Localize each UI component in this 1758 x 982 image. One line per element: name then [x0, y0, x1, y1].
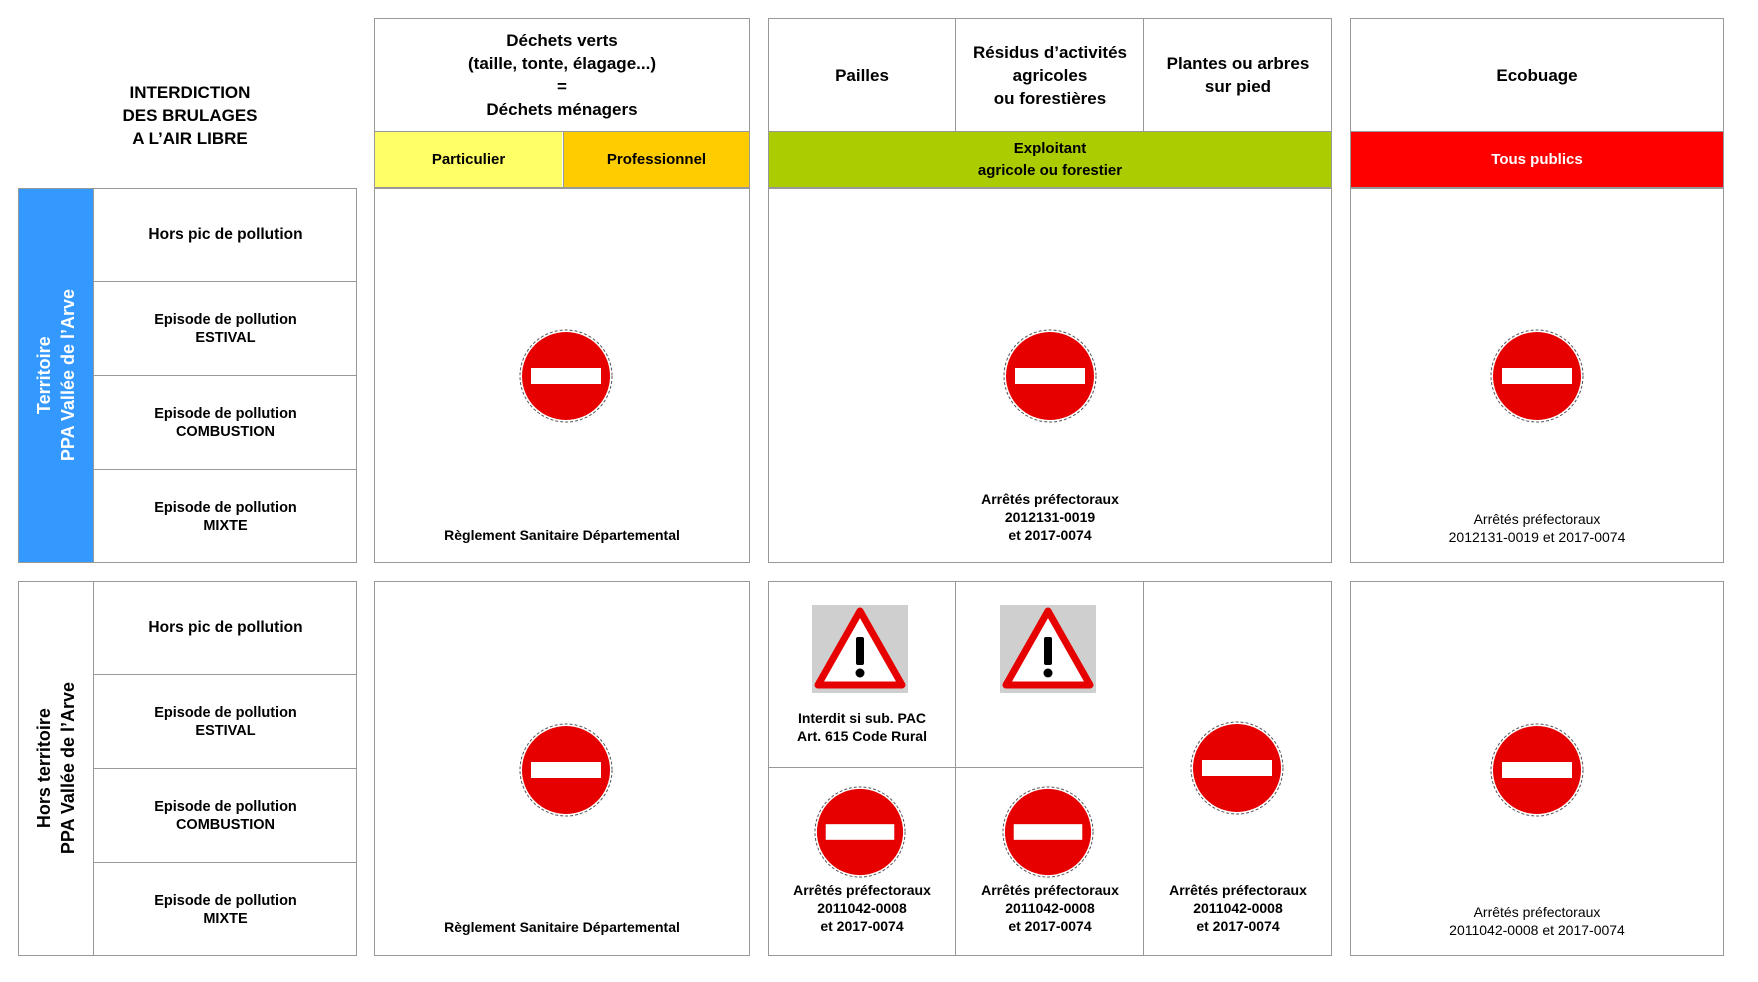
note-ap-hors-ecobuage: Arrêtés préfectoraux 2011042-0008 et 2017-0074	[1449, 904, 1625, 938]
note-rsd-hors: Règlement Sanitaire Départemental	[444, 919, 680, 935]
note-ap-hors-residus: Arrêtés préfectoraux 2011042-0008 et 2017-0074	[981, 882, 1119, 934]
row-hors-pic: Hors pic de pollution	[148, 618, 303, 636]
note-pac: Interdit si sub. PAC Art. 615 Code Rural	[797, 710, 927, 744]
note-ap-hors-pailles: Arrêtés préfectoraux 2011042-0008 et 2017-0074	[793, 882, 931, 934]
warning-triangle-icon	[812, 605, 908, 693]
row-combustion: Episode de pollution COMBUSTION	[154, 798, 297, 833]
row-hors-pic: Hors pic de pollution	[148, 225, 303, 243]
page-title: INTERDICTION DES BRULAGES A L’AIR LIBRE	[122, 82, 258, 148]
no-entry-sign-icon	[1489, 328, 1585, 424]
col-ecobuage: Ecobuage	[1496, 65, 1578, 85]
no-entry-sign-icon	[1002, 328, 1098, 424]
col-residus: Résidus d’activités agricoles ou forestières	[972, 42, 1127, 108]
no-entry-sign-icon	[813, 785, 907, 879]
note-rsd-ppa: Règlement Sanitaire Départemental	[444, 527, 680, 543]
row-estival: Episode de pollution ESTIVAL	[154, 311, 297, 346]
warning-triangle-icon	[1000, 605, 1096, 693]
territory-ppa: Territoire PPA Vallée de l’Arve	[19, 189, 93, 562]
public-tous: Tous publics	[1351, 132, 1723, 187]
no-entry-sign-icon	[1189, 720, 1285, 816]
no-entry-sign-icon	[518, 722, 614, 818]
public-particulier: Particulier	[375, 132, 562, 187]
row-estival: Episode de pollution ESTIVAL	[154, 704, 297, 739]
no-entry-sign-icon	[1001, 785, 1095, 879]
territory-hors-ppa: Hors territoire PPA Vallée de l’Arve	[34, 682, 78, 855]
row-mixte: Episode de pollution MIXTE	[154, 499, 297, 534]
col-plantes: Plantes ou arbres sur pied	[1166, 54, 1310, 96]
note-ap-ppa-ecobuage: Arrêtés préfectoraux 2012131-0019 et 2017-0074	[1448, 511, 1626, 545]
note-ap-hors-plantes: Arrêtés préfectoraux 2011042-0008 et 2017-0074	[1169, 882, 1307, 934]
no-entry-sign-icon	[1489, 722, 1585, 818]
row-mixte: Episode de pollution MIXTE	[154, 892, 297, 927]
row-combustion: Episode de pollution COMBUSTION	[154, 405, 297, 440]
col-pailles: Pailles	[835, 65, 889, 85]
public-professionnel: Professionnel	[563, 132, 749, 187]
no-entry-sign-icon	[518, 328, 614, 424]
col-dechets-verts: Déchets verts (taille, tonte, élagage...) = Déchets ménagers	[468, 31, 656, 119]
public-exploitant: Exploitant agricole ou forestier	[769, 132, 1331, 187]
note-ap-ppa-agricole: Arrêtés préfectoraux 2012131-0019 et 2017-0074	[981, 491, 1119, 543]
